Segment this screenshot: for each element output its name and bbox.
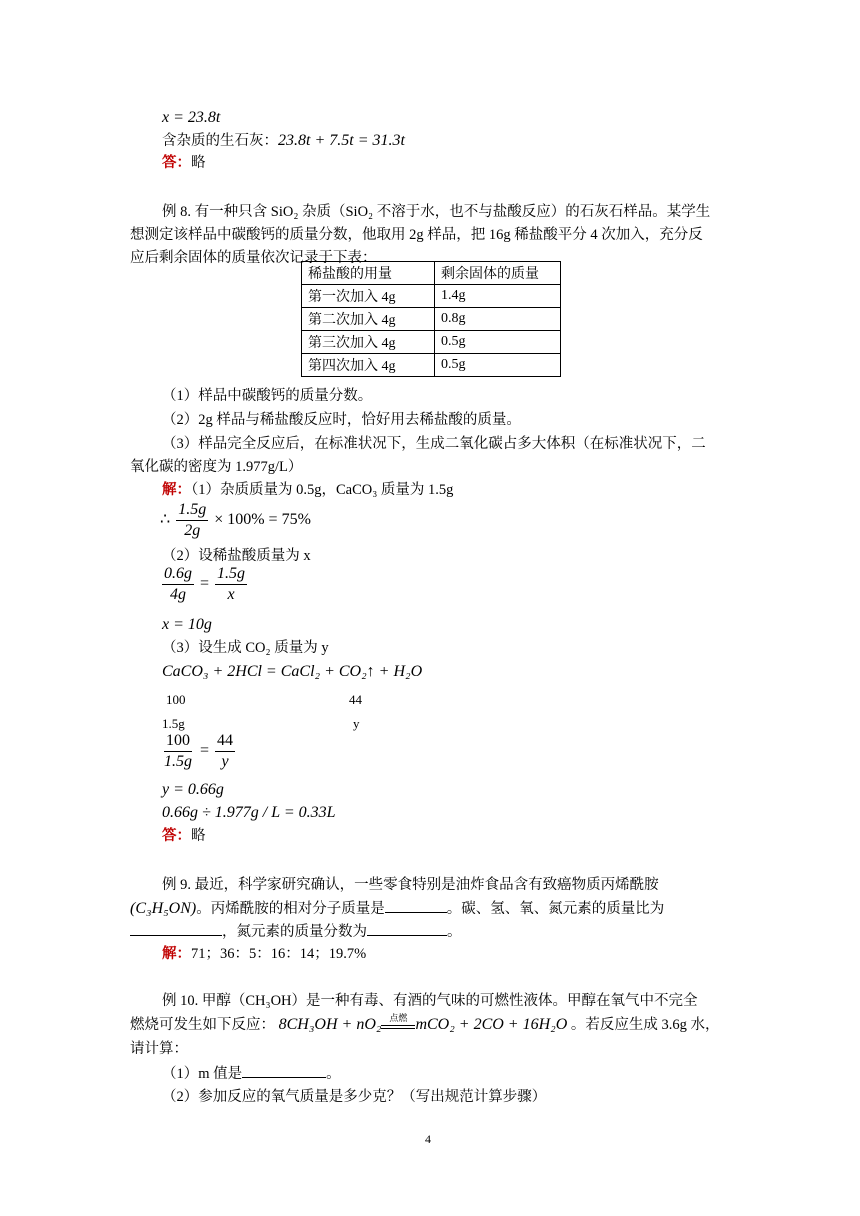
reaction-equation: CaCO₃ + 2HCl = CaCl₂ + CO₂↑ + H₂O [162,663,423,680]
table-cell: 0.8g [435,308,561,331]
denominator: 4g [170,586,186,603]
ex8-question-2: （2）2g 样品与稀盐酸反应时，恰好用去稀盐酸的质量。 [162,412,521,428]
solution-label: 解： [162,482,191,498]
table-cell: 第二次加入 4g [302,308,435,331]
table-row [302,285,561,308]
table-row [302,331,561,354]
ex9-para-line2 [130,898,664,919]
table-cell: 第四次加入 4g [302,354,435,377]
table-row [302,354,561,377]
page-number: 4 [425,1132,431,1146]
solution-step-1-text: （1）杂质质量为 0.5g，CaCO₃ 质量为 1.5g [191,482,454,498]
numerator: 0.6g [162,564,194,585]
reaction-left: 8CH₃OH + nO₂ [278,1016,382,1033]
ex9-para-line1: 例 9. 最近，科学家研究确认，一些零食特别是油炸食品含有致癌物质丙烯酰胺 [162,877,659,893]
table-header: 剩余固体的质量 [435,262,561,285]
table-header-row [302,262,561,285]
fraction [215,564,247,605]
table-cell: 第一次加入 4g [302,285,435,308]
fraction-equation-1 [160,498,311,542]
table-row [302,308,561,331]
numerator: 1.5g [176,500,208,521]
ex8-para-line2: 想测定该样品中碳酸钙的质量分数，他取用 2g 样品，把 16g 稀盐酸平分 4 次加入，充分反 [130,227,703,243]
lime-equation: 23.8t + 7.5t = 31.3t [278,132,405,149]
equals-sign: = [200,575,210,593]
ex8-para-line3: 应后剩余固体的质量依次记录于下表： [130,250,377,266]
answer-blank[interactable] [367,921,447,936]
numerator: 100 [164,731,192,752]
fraction [162,731,194,772]
fraction [176,500,208,541]
ex10-para-line3: 请计算： [130,1041,188,1057]
solution-step-2: （2）设稀盐酸质量为 x [162,548,311,564]
ex8-question-1: （1）样品中碳酸钙的质量分数。 [162,388,373,404]
ex10-question-2: （2）参加反应的氧气质量是多少克？（写出规范计算步骤） [162,1089,547,1105]
denominator: 1.5g [164,753,192,770]
given-mass: 1.5g [162,716,185,731]
ex10-para-line2 [130,1015,720,1035]
ex8-question-3b: 氧化碳的密度为 1.977g/L） [130,459,303,475]
data-table [301,261,561,377]
table-cell: 0.5g [435,331,561,354]
equals-sign: = [200,742,210,760]
table-cell: 第三次加入 4g [302,331,435,354]
solution-label: 解： [162,946,191,962]
reaction-right: mCO₂ + 2CO + 16H₂O [415,1016,568,1033]
ex10-text-a: 燃烧可发生如下反应： [130,1017,275,1033]
answer-text: 略 [191,828,206,844]
volume-line: 0.66g ÷ 1.977g / L = 0.33L [162,804,336,821]
ex8-para-line1: 例 8. 有一种只含 SiO₂ 杂质（SiO₂ 不溶于水，也不与盐酸反应）的石灰石样品。某学生 [162,204,711,220]
denominator: x [227,586,235,603]
chemical-formula: (C₃H₅ON) [130,900,197,917]
numerator: 44 [215,731,235,752]
ex8-question-3a: （3）样品完全反应后，在标准状况下，生成二氧化碳占多大体积（在标准状况下，二 [162,436,706,452]
ex10-text-b: 。若反应生成 3.6g 水， [570,1017,720,1033]
denominator: y [221,753,229,770]
molar-mass-co2: 44 [349,692,362,707]
unknown-y: y [353,716,360,731]
ex10-question-1 [162,1063,341,1084]
y-equals-line: y = 0.66g [162,781,224,798]
answer-label: 答： [162,828,191,844]
ex9-text-a: 。丙烯酰胺的相对分子质量是 [196,901,385,917]
x-equals-line: x = 10g [162,616,212,633]
x-result-line: x = 23.8t [162,109,221,126]
answer-blank[interactable] [130,921,222,936]
answer-line-ex8 [162,826,206,846]
answer-label: 答： [162,155,191,171]
answer-line-top [162,153,206,173]
fraction-equation-2 [160,564,249,605]
table-header: 稀盐酸的用量 [302,262,435,285]
solution-step-1 [162,480,453,500]
reaction-arrow [381,1013,415,1029]
ex9-para-line3 [130,921,462,942]
fraction-equation-3 [160,731,237,772]
therefore-symbol: ∴ [160,511,171,528]
solution-step-3: （3）设生成 CO₂ 质量为 y [162,640,329,656]
answer-text: 略 [191,155,206,171]
ex10-q1-text: （1）m 值是 [162,1066,243,1082]
ex10-para-line1: 例 10. 甲醇（CH₃OH）是一种有毒、有酒的气味的可燃性液体。甲醇在氧气中不完全 [162,993,698,1009]
lime-label: 含杂质的生石灰： [162,133,278,149]
table-cell: 0.5g [435,354,561,377]
ex9-solution [162,944,366,964]
molar-mass-caco3: 100 [166,692,186,707]
answer-blank[interactable] [242,1063,326,1078]
fraction [162,564,194,605]
reaction-condition: 点燃 [389,1013,408,1023]
table-cell: 1.4g [435,285,561,308]
fraction-rest: × 100% = 75% [214,511,311,528]
lime-line [162,131,405,151]
answer-blank[interactable] [385,898,447,913]
fraction [215,731,235,772]
ex9-text-end: 。 [447,924,462,940]
ex10-q1-end: 。 [326,1066,341,1082]
denominator: 2g [184,521,201,539]
ex9-text-b: 。碳、氢、氧、氮元素的质量比为 [446,901,665,917]
ex9-solution-text: 71；36：5：16：14；19.7% [191,946,367,962]
ex9-text-c: ，氮元素的质量分数为 [222,924,367,940]
numerator: 1.5g [215,564,247,585]
